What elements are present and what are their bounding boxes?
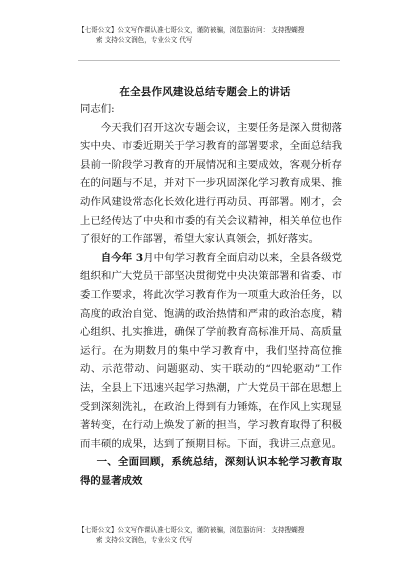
document-title: 在全县作风建设总结专题会上的讲话 bbox=[119, 86, 291, 98]
section-heading: 一、全面回顾，系统总结，深刻认识本轮学习教育取得的显著成效 bbox=[80, 456, 342, 487]
header-note-line-1: 【七哥公文】公文写作课认准七哥公文，谨防被骗，浏览器访问： 支持搜蝴搜 bbox=[78, 26, 305, 34]
salutation: 同志们: bbox=[80, 103, 115, 115]
opening-paragraph: 今天我们召开这次专题会议，主要任务是深入贯彻落实中央、市委近期关于学习教育的部署要求，全面总结我县前一阶段学习教育的开展情况和主要成效，客观分析存在的问题与不足，并对下一步巩固深化学习教育成果、推动作风建设常态化长效化进行再动员、再部署。刚才，会上已经传达了中央和市委的有关会议精神，相关单位也作了很好的工作部署，希望大家认真领会，抓好落实。 bbox=[80, 121, 342, 246]
header-note bbox=[78, 26, 378, 45]
header-note-line-2: 索 支持公文润色，专业公文 代写 bbox=[96, 35, 193, 44]
date-phrase: 自今年 3 bbox=[100, 251, 144, 264]
review-paragraph bbox=[80, 249, 342, 491]
document-body bbox=[80, 100, 342, 490]
review-paragraph-text: 月中旬学习教育全面启动以来，全县各级党组织和广大党员干部坚决贯彻党中央决策部署和省委、市委工作要求，将此次学习教育作为一项重大政治任务，以高度的政治自觉、饱满的政治热情和严肃的政治态度，精心组织、扎实推进，确保了学前教育高标准开局、高质量运行。在为期数月的集中学习教育中，我们坚持高位推动、示范带动、问题驱动、实干联动的“四轮驱动”工作法，全县上下迅速兴起学习热潮，广大党员干部在思想上受到深刻洗礼，在政治上得到有力锤炼，在作风上实现显著转变，在行动上焕发了新的担当，学习教育取得了积极而丰硕的成果，达到了预期目标。下面，我讲三点意见。 bbox=[80, 251, 342, 450]
footer-note-line-2: 索 支持公文润色，专业公文 代写 bbox=[96, 535, 193, 544]
footer-note-line-1: 【七哥公文】公文写作课认准七哥公文，谨防被骗，浏览器访问： 支持搜蝴搜 bbox=[78, 526, 305, 534]
header-divider bbox=[78, 60, 340, 61]
footer-note bbox=[78, 526, 378, 545]
